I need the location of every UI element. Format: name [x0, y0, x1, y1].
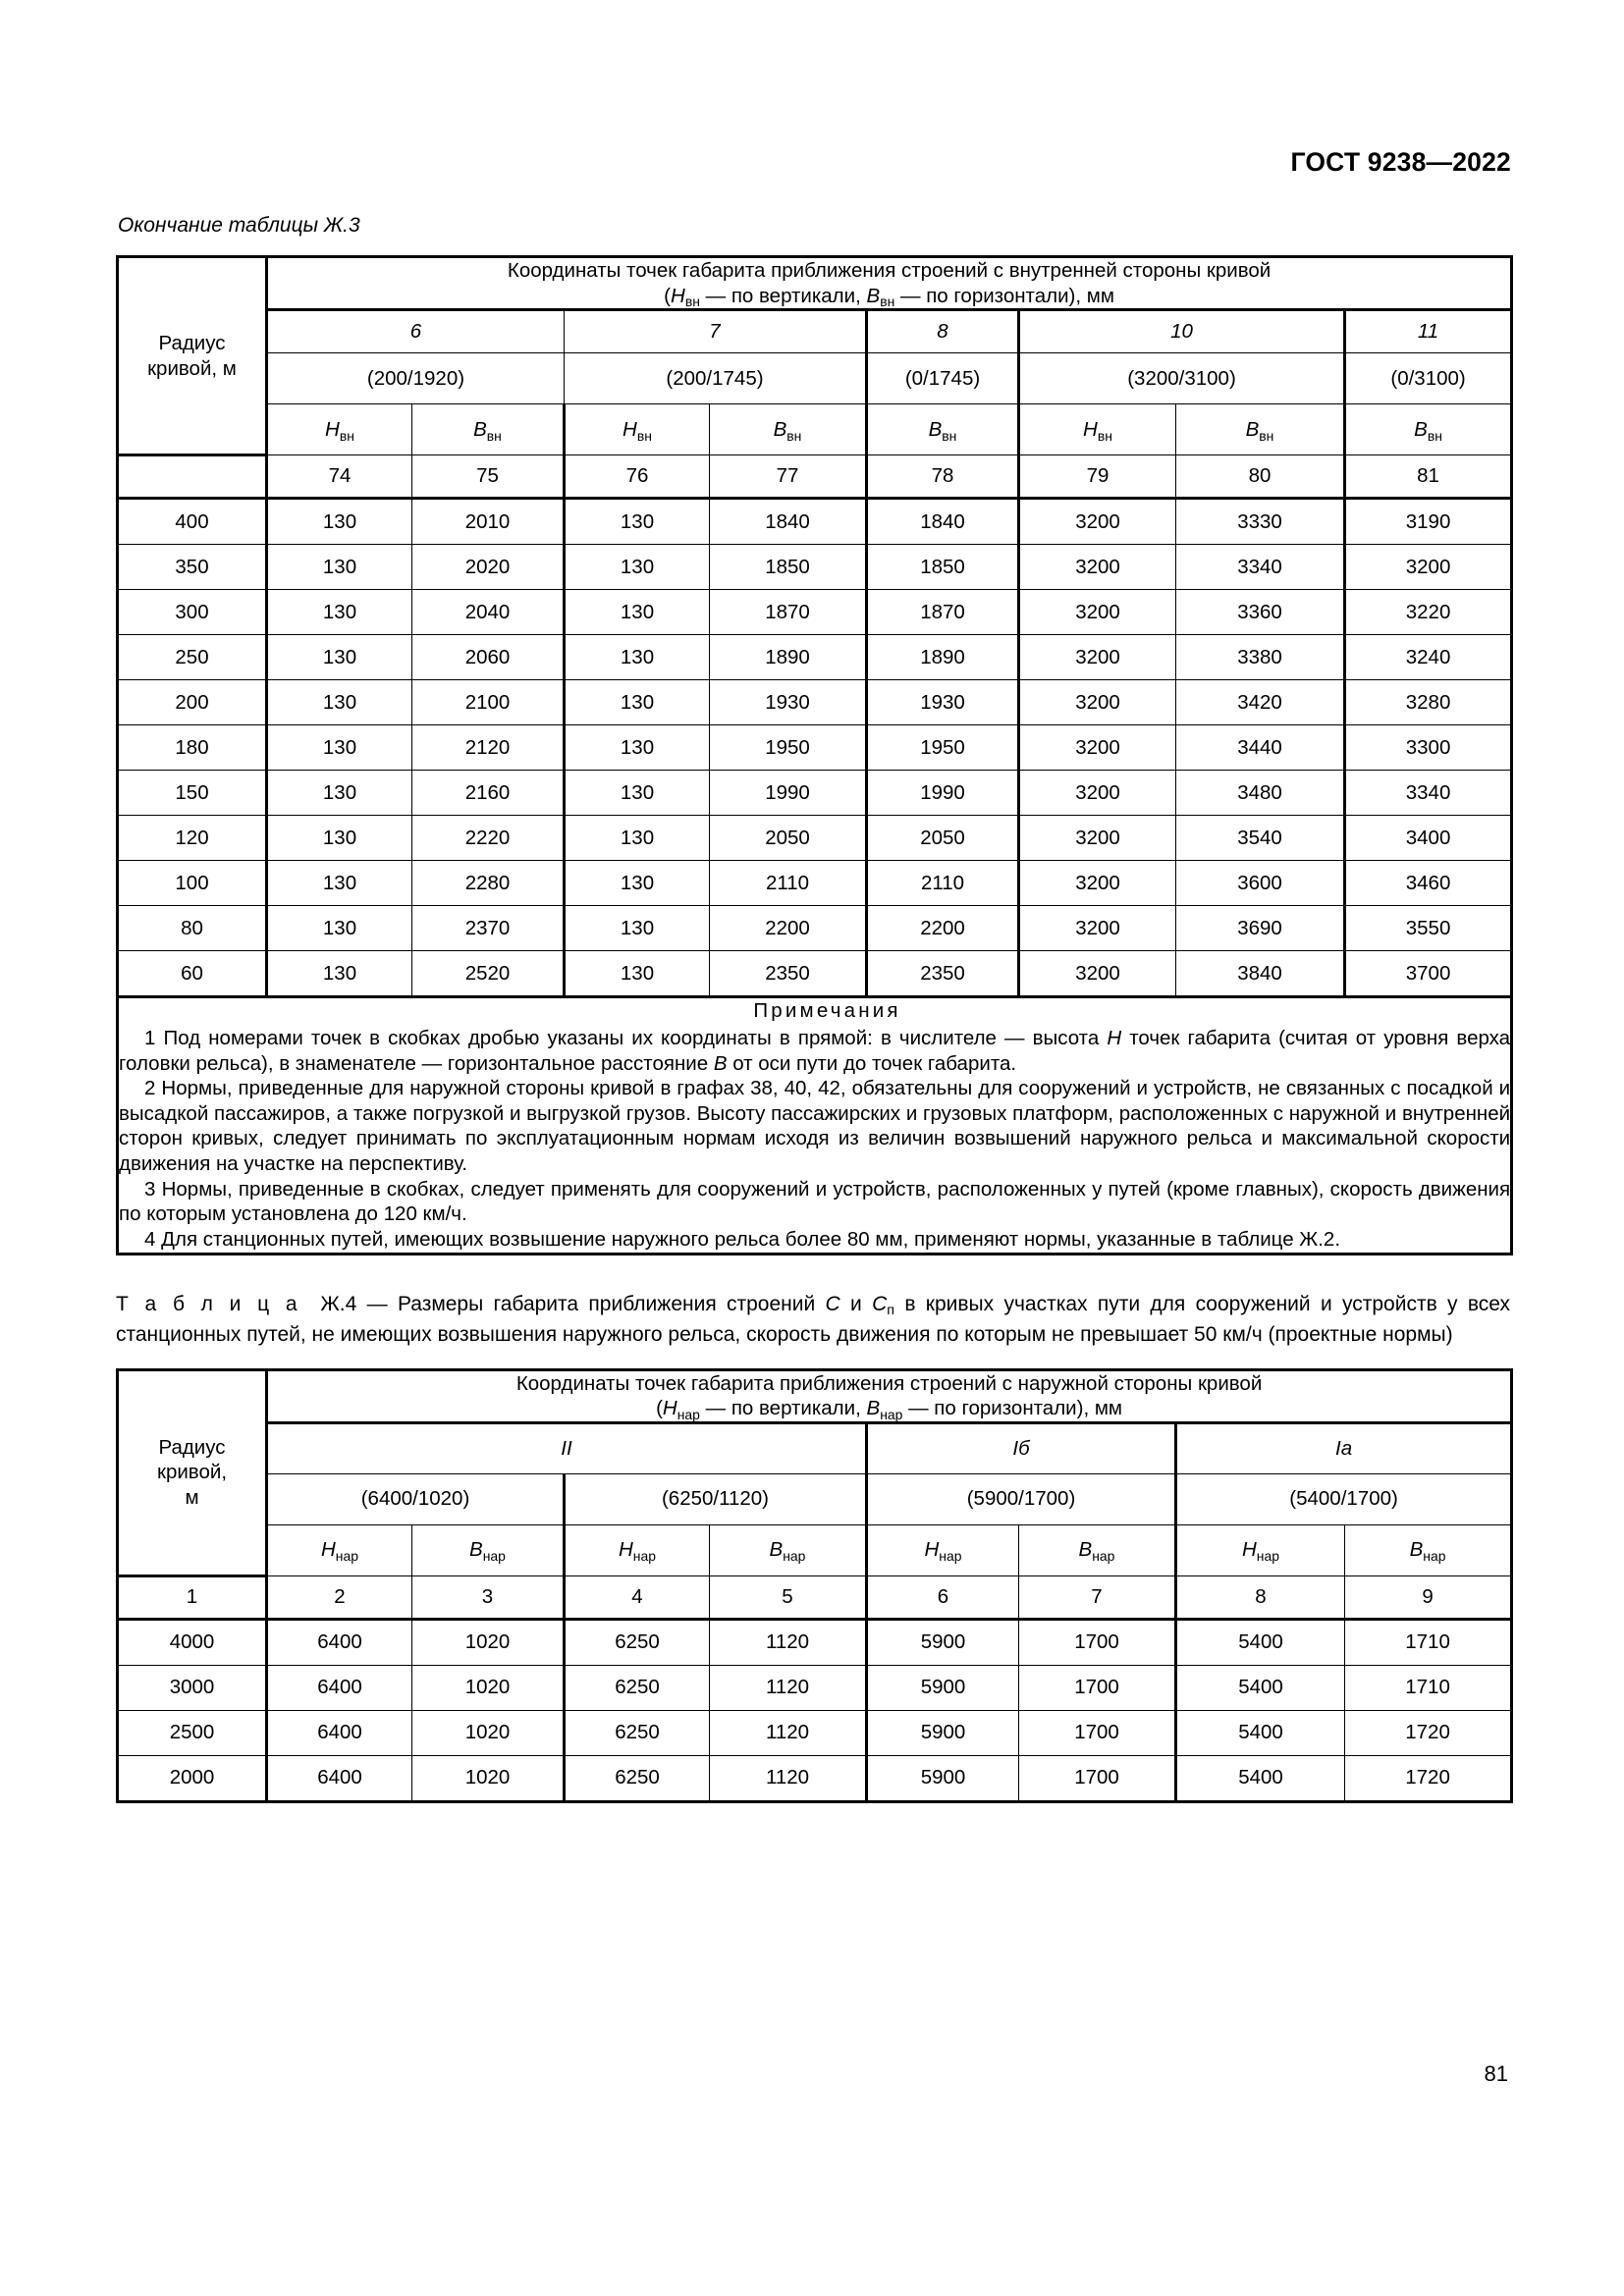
- table-zh4-cell: 6400: [267, 1665, 412, 1710]
- table-zh4-cell: 5400: [1176, 1710, 1345, 1755]
- table-zh3-cell: 1930: [710, 680, 867, 725]
- table-zh3-cell: 3460: [1345, 861, 1512, 906]
- table-zh3-colnum-76: 76: [565, 455, 710, 499]
- table-zh3-cell: 3200: [1019, 816, 1176, 861]
- table-zh4-gabarit-cp: C: [872, 1292, 888, 1315]
- table-zh4-body: [118, 1619, 1512, 1801]
- page-content: [116, 214, 1510, 1803]
- table-zh3-colnum-74: 74: [267, 455, 412, 499]
- table-zh3-cell: 3200: [1019, 725, 1176, 771]
- table-zh4-symbol-9: $B_{нар}$: [1345, 1524, 1512, 1575]
- table-zh3-cell: 1950: [710, 725, 867, 771]
- table-zh3-cell: 3190: [1345, 499, 1512, 545]
- table-zh4-gauge-Ia: Iа: [1176, 1422, 1512, 1473]
- table-zh3-cell: 130: [267, 951, 412, 997]
- table-zh3-colnum-blank: [118, 455, 267, 499]
- table-zh4-fraction-4: (5400/1700): [1176, 1473, 1512, 1524]
- table-zh3-cell-radius: 120: [118, 816, 267, 861]
- table-zh3-cell: 3200: [1019, 545, 1176, 590]
- table-zh3-symbol-75: $B_{вн}$: [412, 404, 565, 455]
- table-zh3-cell: 1870: [867, 590, 1019, 635]
- table-zh4-cell: 1710: [1345, 1619, 1512, 1665]
- table-row: [118, 1755, 1512, 1801]
- table-zh3-cell: 130: [267, 861, 412, 906]
- table-zh3-cell: 130: [267, 771, 412, 816]
- table-zh3-fraction-11: (0/3100): [1345, 353, 1512, 404]
- note-item-3: 3 Нормы, приведенные в скобках, следует применять для сооружений и устройств, расположенных у путей (кроме главных), скорость движения по которым установлена до 120 км/ч.: [119, 1177, 1511, 1226]
- table-zh3-cell: 130: [267, 635, 412, 680]
- table-zh3-cell: 1890: [867, 635, 1019, 680]
- table-zh4-cell: 1120: [710, 1710, 867, 1755]
- table-zh4-symbol-8: $H_{нар}$: [1176, 1524, 1345, 1575]
- table-zh4-cell: 5900: [867, 1755, 1019, 1801]
- table-zh4-cell: 1720: [1345, 1710, 1512, 1755]
- table-zh3-point-10: 10: [1019, 310, 1345, 353]
- table-zh3-header-row-pointnumbers: [118, 310, 1512, 353]
- table-zh4-cell-radius: 4000: [118, 1619, 267, 1665]
- table-zh3-fraction-7: (200/1745): [565, 353, 867, 404]
- table-row: [118, 545, 1512, 590]
- table-zh3-cell: 130: [565, 771, 710, 816]
- table-zh3-cell: 2110: [867, 861, 1019, 906]
- table-zh3-fraction-6: (200/1920): [267, 353, 565, 404]
- table-zh3-cell-radius: 150: [118, 771, 267, 816]
- table-zh3-cell: 130: [565, 499, 710, 545]
- table-zh4-caption-text1: Размеры габарита приближения строений: [397, 1292, 826, 1315]
- table-zh4-radius-header: Радиус кривой, м: [118, 1369, 267, 1575]
- table-zh3-colnum-78: 78: [867, 455, 1019, 499]
- table-zh3-cell: 2200: [867, 906, 1019, 951]
- table-zh4-fraction-1: (6400/1020): [267, 1473, 565, 1524]
- table-zh4-gauge-II: II: [267, 1422, 867, 1473]
- table-zh3-symbol-81: $B_{вн}$: [1345, 404, 1512, 455]
- table-zh3-cell-radius: 350: [118, 545, 267, 590]
- table-zh3-cell: 3240: [1345, 635, 1512, 680]
- table-zh3-cell: 130: [565, 725, 710, 771]
- table-zh4-symbol-7: $B_{нар}$: [1019, 1524, 1176, 1575]
- table-row: [118, 771, 1512, 816]
- table-zh3-point-11: 11: [1345, 310, 1512, 353]
- table-zh3-continuation-caption: Окончание таблицы Ж.3: [118, 214, 360, 237]
- table-zh3-cell: 130: [565, 951, 710, 997]
- table-zh4-caption-dash: —: [366, 1292, 388, 1315]
- table-zh3-cell: 3690: [1176, 906, 1345, 951]
- table-zh4-caption: [116, 1289, 1510, 1351]
- table-zh3-cell: 3330: [1176, 499, 1345, 545]
- table-zh3-cell: 130: [565, 590, 710, 635]
- table-zh4-gabarit-cp-sub: п: [887, 1303, 894, 1319]
- table-zh3-cell: 1930: [867, 680, 1019, 725]
- table-zh3-cell: 3340: [1345, 771, 1512, 816]
- table-zh4-cell: 1700: [1019, 1710, 1176, 1755]
- table-row: [118, 1665, 1512, 1710]
- table-row: [118, 499, 1512, 545]
- table-zh3-cell-radius: 80: [118, 906, 267, 951]
- table-zh4-caption-text2: в кривых участках пути для сооружений и устройств у всех станционных путей, не имеющих возвышения наружного рельса, скорость движения по которым не превышает 50 км/ч (проектные нормы): [116, 1292, 1511, 1346]
- table-zh3-cell: 130: [267, 906, 412, 951]
- table-zh3-cell: 3540: [1176, 816, 1345, 861]
- table-zh3-cell: 3360: [1176, 590, 1345, 635]
- table-zh3-cell: 130: [267, 545, 412, 590]
- table-zh3-cell: 3200: [1019, 680, 1176, 725]
- table-zh4-caption-and: и: [839, 1292, 873, 1315]
- table-zh4-cell: 1020: [412, 1755, 565, 1801]
- table-zh4-cell: 1020: [412, 1619, 565, 1665]
- table-zh3-colnum-75: 75: [412, 455, 565, 499]
- table-zh4-cell: 6250: [565, 1665, 710, 1710]
- table-zh3-point-8: 8: [867, 310, 1019, 353]
- table-zh3-colnum-79: 79: [1019, 455, 1176, 499]
- table-zh3-cell: 3440: [1176, 725, 1345, 771]
- table-zh3: [116, 255, 1513, 1255]
- table-zh3-cell-radius: 400: [118, 499, 267, 545]
- table-zh4-cell: 6250: [565, 1710, 710, 1755]
- table-zh3-cell-radius: 250: [118, 635, 267, 680]
- table-zh3-cell: 3840: [1176, 951, 1345, 997]
- table-zh4-header-row-colnumbers: [118, 1575, 1512, 1619]
- table-zh3-cell: 2060: [412, 635, 565, 680]
- table-row: [118, 1619, 1512, 1665]
- table-zh3-cell-radius: 300: [118, 590, 267, 635]
- table-zh4-cell: 1720: [1345, 1755, 1512, 1801]
- table-zh3-cell: 2220: [412, 816, 565, 861]
- table-zh4-colnum-8: 8: [1176, 1575, 1345, 1619]
- table-zh3-cell: 1990: [710, 771, 867, 816]
- table-zh4-colnum-2: 2: [267, 1575, 412, 1619]
- table-row: [118, 725, 1512, 771]
- table-zh3-colnum-81: 81: [1345, 455, 1512, 499]
- table-zh3-symbol-78: $B_{вн}$: [867, 404, 1019, 455]
- table-zh4-cell: 5400: [1176, 1665, 1345, 1710]
- table-zh3-cell: 130: [565, 861, 710, 906]
- table-zh3-radius-header: Радиус кривой, м: [118, 257, 267, 455]
- table-zh4-span-title: Координаты точек габарита приближения строений с наружной стороны кривой ($H_{нар}$ — по вертикали, $B_{нар}$ — по горизонтали), мм: [267, 1369, 1512, 1422]
- table-zh4-cell-radius: 2500: [118, 1710, 267, 1755]
- table-zh3-cell: 2100: [412, 680, 565, 725]
- table-zh3-cell: 130: [267, 590, 412, 635]
- note-item-2: 2 Нормы, приведенные для наружной стороны кривой в графах 38, 40, 42, обязательны для сооружений и устройств, не связанных с посадкой и высадкой пассажиров, а также погрузкой и выгрузкой грузов. Высоту пассажирских и грузовых платформ, расположенных с наружной и внутренней сторон кривых, следует принимать по эксплуатационным нормам исходя из величин возвышений наружного рельса и максимальной скорости движения на участке на перспективу.: [119, 1077, 1511, 1175]
- table-zh3-cell-radius: 180: [118, 725, 267, 771]
- table-zh4-header-row-symbols: [118, 1524, 1512, 1575]
- table-zh4-cell: 6400: [267, 1619, 412, 1665]
- table-zh4-colnum-4: 4: [565, 1575, 710, 1619]
- table-row: [118, 680, 1512, 725]
- table-zh3-cell: 3340: [1176, 545, 1345, 590]
- table-zh3-cell: 2050: [867, 816, 1019, 861]
- table-zh3-colnum-80: 80: [1176, 455, 1345, 499]
- table-zh3-cell: 1990: [867, 771, 1019, 816]
- note-item-1: 1 Под номерами точек в скобках дробью указаны их координаты в прямой: в числителе — высота H точек габарита (считая от уровня верха головки рельса), в знаменателе — горизонтальное расстояние B от оси пути до точек габарита.: [119, 1026, 1511, 1075]
- table-zh4-colnum-6: 6: [867, 1575, 1019, 1619]
- table-zh4-cell: 6400: [267, 1755, 412, 1801]
- table-zh3-cell: 2050: [710, 816, 867, 861]
- table-zh3-cell: 130: [267, 499, 412, 545]
- table-zh4-symbol-2: $H_{нар}$: [267, 1524, 412, 1575]
- table-zh3-cell: 3550: [1345, 906, 1512, 951]
- table-zh4-caption-label: Т а б л и ц а: [116, 1292, 300, 1315]
- table-zh3-cell: 1890: [710, 635, 867, 680]
- table-zh4-cell: 1020: [412, 1710, 565, 1755]
- table-zh4-cell: 5400: [1176, 1619, 1345, 1665]
- table-zh4-cell: 6400: [267, 1710, 412, 1755]
- table-zh3-fraction-10: (3200/3100): [1019, 353, 1345, 404]
- table-zh4-header-row-fractions: [118, 1473, 1512, 1524]
- page-number: 81: [1484, 2061, 1508, 2086]
- table-zh4-colnum-7: 7: [1019, 1575, 1176, 1619]
- table-zh3-cell: 130: [267, 680, 412, 725]
- table-zh3-cell: 3380: [1176, 635, 1345, 680]
- table-zh3-cell: 1840: [710, 499, 867, 545]
- table-zh3-cell: 3400: [1345, 816, 1512, 861]
- table-zh3-header-row-title: [118, 257, 1512, 310]
- table-zh4-symbol-3: $B_{нар}$: [412, 1524, 565, 1575]
- table-row: [118, 635, 1512, 680]
- table-zh3-cell: 3200: [1345, 545, 1512, 590]
- table-zh4-caption-number: Ж.4: [320, 1292, 357, 1315]
- table-row: [118, 861, 1512, 906]
- table-zh3-cell: 130: [565, 680, 710, 725]
- table-zh3-header-row-fractions: [118, 353, 1512, 404]
- table-zh4-fraction-2: (6250/1120): [565, 1473, 867, 1524]
- table-zh3-cell: 2370: [412, 906, 565, 951]
- table-row: [118, 590, 1512, 635]
- table-zh3-cell: 2350: [710, 951, 867, 997]
- table-zh3-cell: 130: [565, 545, 710, 590]
- table-zh3-cell: 1870: [710, 590, 867, 635]
- table-zh3-cell: 130: [565, 635, 710, 680]
- table-zh4-header-row-title: [118, 1369, 1512, 1422]
- table-zh4-colnum-3: 3: [412, 1575, 565, 1619]
- table-zh4-colnum-1: 1: [118, 1575, 267, 1619]
- table-zh4-cell: 1700: [1019, 1665, 1176, 1710]
- table-zh3-cell: 2020: [412, 545, 565, 590]
- table-zh3-cell: 2010: [412, 499, 565, 545]
- table-zh3-cell: 2350: [867, 951, 1019, 997]
- note-item-4: 4 Для станционных путей, имеющих возвышение наружного рельса более 80 мм, применяют нормы, указанные в таблице Ж.2.: [144, 1227, 1341, 1251]
- table-zh4-cell: 5900: [867, 1710, 1019, 1755]
- table-zh3-header-row-symbols: [118, 404, 1512, 455]
- table-zh3-cell: 3200: [1019, 861, 1176, 906]
- table-zh3-symbol-76: $H_{вн}$: [565, 404, 710, 455]
- table-zh3-cell: 3200: [1019, 771, 1176, 816]
- table-zh4-cell: 1700: [1019, 1619, 1176, 1665]
- table-zh3-cell: 3220: [1345, 590, 1512, 635]
- table-zh3-span-title: Координаты точек габарита приближения строений с внутренней стороны кривой ($H_{вн}$ — по вертикали, $B_{вн}$ — по горизонтали), мм: [267, 257, 1512, 310]
- notes-title: Примечания: [753, 999, 901, 1023]
- table-zh3-cell: 3480: [1176, 771, 1345, 816]
- table-zh3-cell: 3280: [1345, 680, 1512, 725]
- table-zh3-cell-radius: 100: [118, 861, 267, 906]
- table-zh3-cell: 130: [565, 816, 710, 861]
- table-zh3-cell: 3200: [1019, 499, 1176, 545]
- table-zh4-cell: 5900: [867, 1619, 1019, 1665]
- table-row: [118, 906, 1512, 951]
- table-zh3-header-row-colnumbers: [118, 455, 1512, 499]
- table-zh3-notes: [118, 997, 1512, 1254]
- table-zh4-cell-radius: 2000: [118, 1755, 267, 1801]
- table-zh4: [116, 1368, 1513, 1803]
- table-zh4-gabarit-c: C: [825, 1292, 840, 1315]
- table-zh3-point-7: 7: [565, 310, 867, 353]
- table-zh3-cell: 3200: [1019, 635, 1176, 680]
- table-zh4-cell: 1710: [1345, 1665, 1512, 1710]
- table-zh3-cell: 3200: [1019, 906, 1176, 951]
- table-zh4-symbol-6: $H_{нар}$: [867, 1524, 1019, 1575]
- table-zh4-colnum-5: 5: [710, 1575, 867, 1619]
- table-zh3-cell: 130: [565, 906, 710, 951]
- table-zh3-symbol-74: $H_{вн}$: [267, 404, 412, 455]
- table-zh4-fraction-3: (5900/1700): [867, 1473, 1176, 1524]
- table-row: [118, 1710, 1512, 1755]
- table-zh3-cell: 1850: [710, 545, 867, 590]
- table-zh4-symbol-5: $B_{нар}$: [710, 1524, 867, 1575]
- table-zh3-cell: 2120: [412, 725, 565, 771]
- table-zh3-colnum-77: 77: [710, 455, 867, 499]
- table-zh3-cell: 1840: [867, 499, 1019, 545]
- table-zh3-cell: 1850: [867, 545, 1019, 590]
- table-zh3-symbol-77: $B_{вн}$: [710, 404, 867, 455]
- table-zh3-cell: 130: [267, 816, 412, 861]
- table-zh3-cell: 2520: [412, 951, 565, 997]
- table-row: [118, 816, 1512, 861]
- table-zh3-cell: 2040: [412, 590, 565, 635]
- table-zh3-cell: 2280: [412, 861, 565, 906]
- table-zh3-cell: 2110: [710, 861, 867, 906]
- table-row: [118, 951, 1512, 997]
- page-header-standard-id: ГОСТ 9238—2022: [1290, 147, 1511, 177]
- table-zh3-body: [118, 499, 1512, 997]
- table-zh4-cell: 5900: [867, 1665, 1019, 1710]
- table-zh4-cell: 1120: [710, 1619, 867, 1665]
- table-zh4-header-row-gauges: [118, 1422, 1512, 1473]
- table-zh3-cell-radius: 60: [118, 951, 267, 997]
- table-zh4-gauge-Ib: Iб: [867, 1422, 1176, 1473]
- table-zh3-cell: 3700: [1345, 951, 1512, 997]
- table-zh3-cell: 3200: [1019, 590, 1176, 635]
- table-zh3-cell: 2200: [710, 906, 867, 951]
- table-zh4-cell: 1020: [412, 1665, 565, 1710]
- table-zh3-fraction-8: (0/1745): [867, 353, 1019, 404]
- table-zh4-cell-radius: 3000: [118, 1665, 267, 1710]
- table-zh3-cell: 3600: [1176, 861, 1345, 906]
- table-zh4-cell: 5400: [1176, 1755, 1345, 1801]
- table-zh4-colnum-9: 9: [1345, 1575, 1512, 1619]
- table-zh3-notes-row: [118, 997, 1512, 1254]
- table-zh3-cell: 3420: [1176, 680, 1345, 725]
- table-zh4-cell: 6250: [565, 1619, 710, 1665]
- table-zh3-cell: 1950: [867, 725, 1019, 771]
- table-zh4-symbol-4: $H_{нар}$: [565, 1524, 710, 1575]
- table-zh4-cell: 1120: [710, 1755, 867, 1801]
- table-zh3-cell-radius: 200: [118, 680, 267, 725]
- table-zh4-cell: 1700: [1019, 1755, 1176, 1801]
- table-zh3-cell: 2160: [412, 771, 565, 816]
- table-zh3-cell: 3200: [1019, 951, 1176, 997]
- table-zh4-cell: 6250: [565, 1755, 710, 1801]
- table-zh4-cell: 1120: [710, 1665, 867, 1710]
- table-zh3-point-6: 6: [267, 310, 565, 353]
- table-zh3-cell: 3300: [1345, 725, 1512, 771]
- table-zh3-symbol-80: $B_{вн}$: [1176, 404, 1345, 455]
- table-zh3-symbol-79: $H_{вн}$: [1019, 404, 1176, 455]
- table-zh3-cell: 130: [267, 725, 412, 771]
